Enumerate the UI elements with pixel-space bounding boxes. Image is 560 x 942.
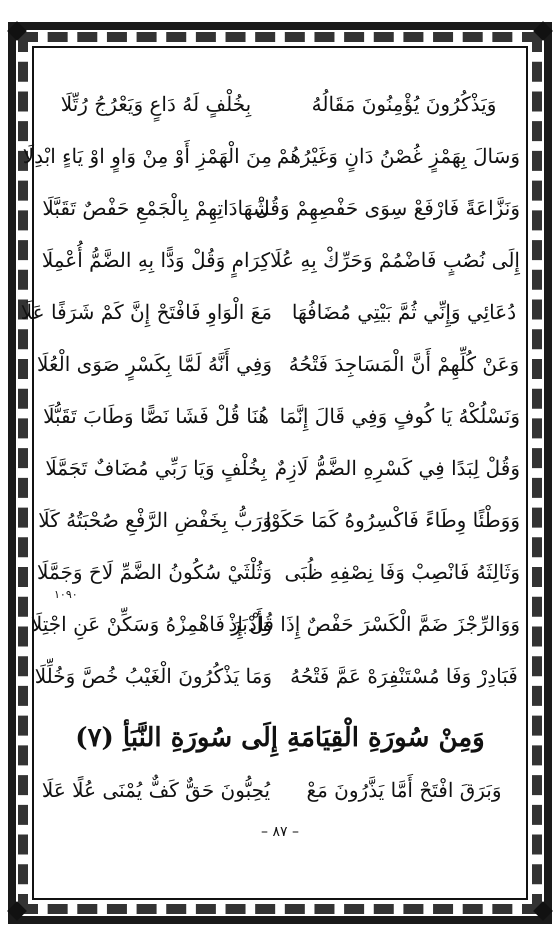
verse-line bbox=[40, 234, 520, 286]
poem-body bbox=[20, 78, 520, 878]
verse-left-hemistich: مَعَ الْوَاوِ فَافْتَحْ إِنَّ كَمْ شَرَفًا عَلَا bbox=[20, 300, 272, 324]
verse-line bbox=[40, 78, 520, 130]
verse-line bbox=[40, 764, 520, 816]
verse-line bbox=[37, 546, 520, 598]
verse-right-hemistich: وَقُلْ لِبَدًا فِي كَسْرِهِ الضَّمُّ لَازِمٌ bbox=[274, 456, 520, 480]
verse-line bbox=[37, 338, 520, 390]
verse-right-hemistich: وَوَالرِّجْزَ ضَمَّ الْكَسْرَ حَفْصٌ إِذَا قُلْ إِذْ bbox=[228, 612, 520, 636]
verse-left-hemistich: وَرَبُّ بِخَفْضِ الرَّفْعِ صُحْبَتُهُ كَلَا bbox=[38, 508, 272, 532]
verse-right-hemistich: وَنَزَّاعَةً فَارْفَعْ سِوَى حَفْصِهِمْ وَقُلْ bbox=[255, 196, 520, 220]
section-heading: وَمِنْ سُورَةِ الْقِيَامَةِ إِلَى سُورَةِ النَّبَأِ (٧) bbox=[75, 723, 485, 753]
verse-line bbox=[30, 588, 520, 650]
verse-line bbox=[40, 442, 520, 494]
verse-right-hemistich: وَبَرَقَ افْتَحْ أَمَّا يَذَّرُونَ مَعْ bbox=[306, 778, 502, 802]
verse-right-hemistich: فَبَادِرْ وَفَا مُسْتَنْفِرَهْ عَمَّ فَتْحُهُ bbox=[290, 664, 518, 688]
verse-left-hemistich: بِخُلْفٍ وَيَا رَبِّي مُضَافٌ تَجَمَّلَا bbox=[45, 456, 267, 480]
verse-line bbox=[34, 650, 520, 702]
verse-left-hemistich: وَثُلْثَيْ سُكُونُ الضَّمِّ لَاحَ وَجَمَّلَا bbox=[37, 560, 272, 584]
verse-right-hemistich: وَثَالِثَهُ فَانْصِبْ وَفَا نِصْفِهِ ظُبَى bbox=[284, 560, 520, 584]
verse-line bbox=[40, 390, 520, 442]
verse-left-hemistich: كِرَامٍ وَقُلْ وَدًّا بِهِ الضَّمُّ أُعْمِلَا bbox=[41, 248, 271, 272]
verse-number: ١٠٩٠ bbox=[54, 588, 78, 601]
verse-left-hemistich: وَأَدْبَرَ فَاهْمِزْهُ وَسَكِّنْ عَنِ اجْتِلَا bbox=[30, 612, 272, 636]
verse-right-hemistich: وَسَالَ بِهَمْزٍ غُصْنُ دَانٍ وَغَيْرُهُمْ bbox=[276, 144, 520, 168]
verse-line bbox=[20, 286, 520, 338]
verse-line bbox=[22, 130, 520, 182]
verse-left-hemistich: شَهَادَاتِهِمْ بِالْجَمْعِ حَفْصٌ تَقَبَّلَا bbox=[42, 196, 270, 220]
verse-right-hemistich: دُعَائِي وَإِنِّي ثُمَّ بَيْتِي مُضَافُهَا bbox=[291, 300, 517, 324]
verse-left-hemistich: مِنَ الْهَمْزِ أَوْ مِنْ وَاوٍ اوْ يَاءٍ ابْدِلَا bbox=[22, 144, 272, 168]
verse-left-hemistich: يُحِبُّونَ حَقٌّ كَفٌّ يُمْنَى عُلًا عَلَا bbox=[41, 778, 271, 802]
verse-left-hemistich: هُنَا قُلْ فَشَا نَصًّا وَطَابَ تَقَبُّلَا bbox=[43, 404, 269, 428]
verse-line bbox=[40, 182, 520, 234]
verse-left-hemistich: وَفِي أَنَّهُ لَمَّا بِكَسْرٍ صَوَى الْعُلَا bbox=[37, 352, 272, 376]
verse-right-hemistich: إِلَى نُصُبٍ فَاضْمُمْ وَحَرِّكْ بِهِ عُلَا bbox=[270, 248, 520, 272]
page-number: – ٨٧ – bbox=[261, 824, 299, 840]
verse-left-hemistich: وَمَا يَذْكُرُونَ الْغَيْبُ خُصَّ وَخُلِّلَا bbox=[34, 664, 272, 688]
verse-right-hemistich: وَنَسْلُكْهُ يَا كُوفٍ وَفِي قَالَ إِنَّمَا bbox=[279, 404, 520, 428]
verse-left-hemistich: بِخُلْفٍ لَهُ دَاعٍ وَيَعْرُجُ رُتِّلَا bbox=[60, 92, 252, 116]
verse-right-hemistich: وَعَنْ كُلِّهِمْ أَنَّ الْمَسَاجِدَ فَتْحُهُ bbox=[288, 352, 520, 376]
verse-line bbox=[40, 494, 520, 546]
verse-right-hemistich: وَوَطْئًا وِطَاءً فَاكْسِرُوهُ كَمَا حَكَوْا bbox=[265, 508, 520, 532]
verse-right-hemistich: وَيَذْكُرُونَ يُؤْمِنُونَ مَقَالُهُ bbox=[311, 92, 497, 116]
